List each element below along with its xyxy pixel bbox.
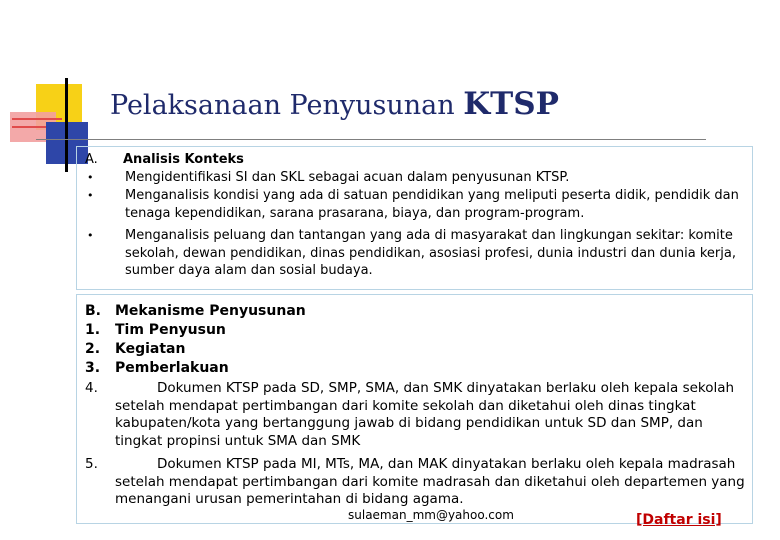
- title-prefix: Pelaksanaan Penyusunan: [110, 90, 455, 121]
- section-a-box: [76, 146, 753, 290]
- list-item: [85, 169, 746, 187]
- section-b-marker: B.: [85, 303, 101, 319]
- bullet-text: Menganalisis peluang dan tantangan yang ada di masyarakat dan lingkungan sekitar: komite sekolah, dewan pendidikan, dinas pendidikan, asosiasi profesi, dunia industri dan dunia kerja, sumber daya alam dan sosial budaya.: [125, 228, 736, 278]
- bullet-icon: •: [87, 171, 94, 184]
- bullet-icon: •: [87, 189, 94, 202]
- table-of-contents-link[interactable]: [Daftar isi]: [636, 512, 722, 528]
- title-underline: [36, 139, 706, 140]
- section-a-marker: A.: [85, 152, 98, 167]
- list-item: [85, 341, 746, 359]
- section-a-heading: Analisis Konteks: [123, 152, 244, 167]
- list-item: [85, 322, 746, 340]
- item-marker: 2.: [85, 341, 101, 357]
- item-text: Kegiatan: [115, 341, 186, 357]
- section-b-box: [76, 294, 753, 524]
- item-marker: 3.: [85, 360, 101, 376]
- page-title: [110, 86, 559, 122]
- bullet-icon: •: [87, 229, 94, 242]
- item-marker: 1.: [85, 322, 101, 338]
- footer-email: sulaeman_mm@yahoo.com: [348, 508, 514, 522]
- item-text: Dokumen KTSP pada SD, SMP, SMA, dan SMK dinyatakan berlaku oleh kepala sekolah setelah mendapat pertimbangan dari komite sekolah dan diketahui oleh dinas tingkat kabupaten/kota yang bertanggung jawab di bidang pendidikan untuk SD dan SMP, dan tingkat propinsi untuk SMA dan SMK: [115, 380, 735, 449]
- bullet-text: Mengidentifikasi SI dan SKL sebagai acuan dalam penyusunan KTSP.: [125, 170, 570, 185]
- list-item: [85, 380, 746, 450]
- item-marker: 5.: [85, 456, 98, 472]
- list-item: [85, 360, 746, 378]
- section-a-heading-row: [85, 151, 746, 169]
- item-text: Dokumen KTSP pada MI, MTs, MA, dan MAK dinyatakan berlaku oleh kepala madrasah setelah mendapat pertimbangan dari komite madrasah dan diketahui oleh departemen yang menangani urusan pemerintahan di bidang agama.: [115, 456, 745, 507]
- list-item: [85, 227, 746, 280]
- item-marker: 4.: [85, 380, 98, 396]
- section-b-heading-row: [85, 303, 746, 321]
- bullet-text: Menganalisis kondisi yang ada di satuan pendidikan yang meliputi peserta didik, pendidik dan tenaga kependidikan, sarana prasarana, biaya, dan program-program.: [125, 188, 739, 221]
- item-text: Tim Penyusun: [115, 322, 226, 338]
- list-item: [85, 456, 746, 509]
- logo-red-line: [12, 118, 62, 120]
- section-b-heading: Mekanisme Penyusunan: [115, 303, 306, 319]
- logo-vertical-line: [65, 78, 68, 172]
- list-item: [85, 187, 746, 222]
- title-suffix: KTSP: [463, 86, 559, 122]
- item-text: Pemberlakuan: [115, 360, 229, 376]
